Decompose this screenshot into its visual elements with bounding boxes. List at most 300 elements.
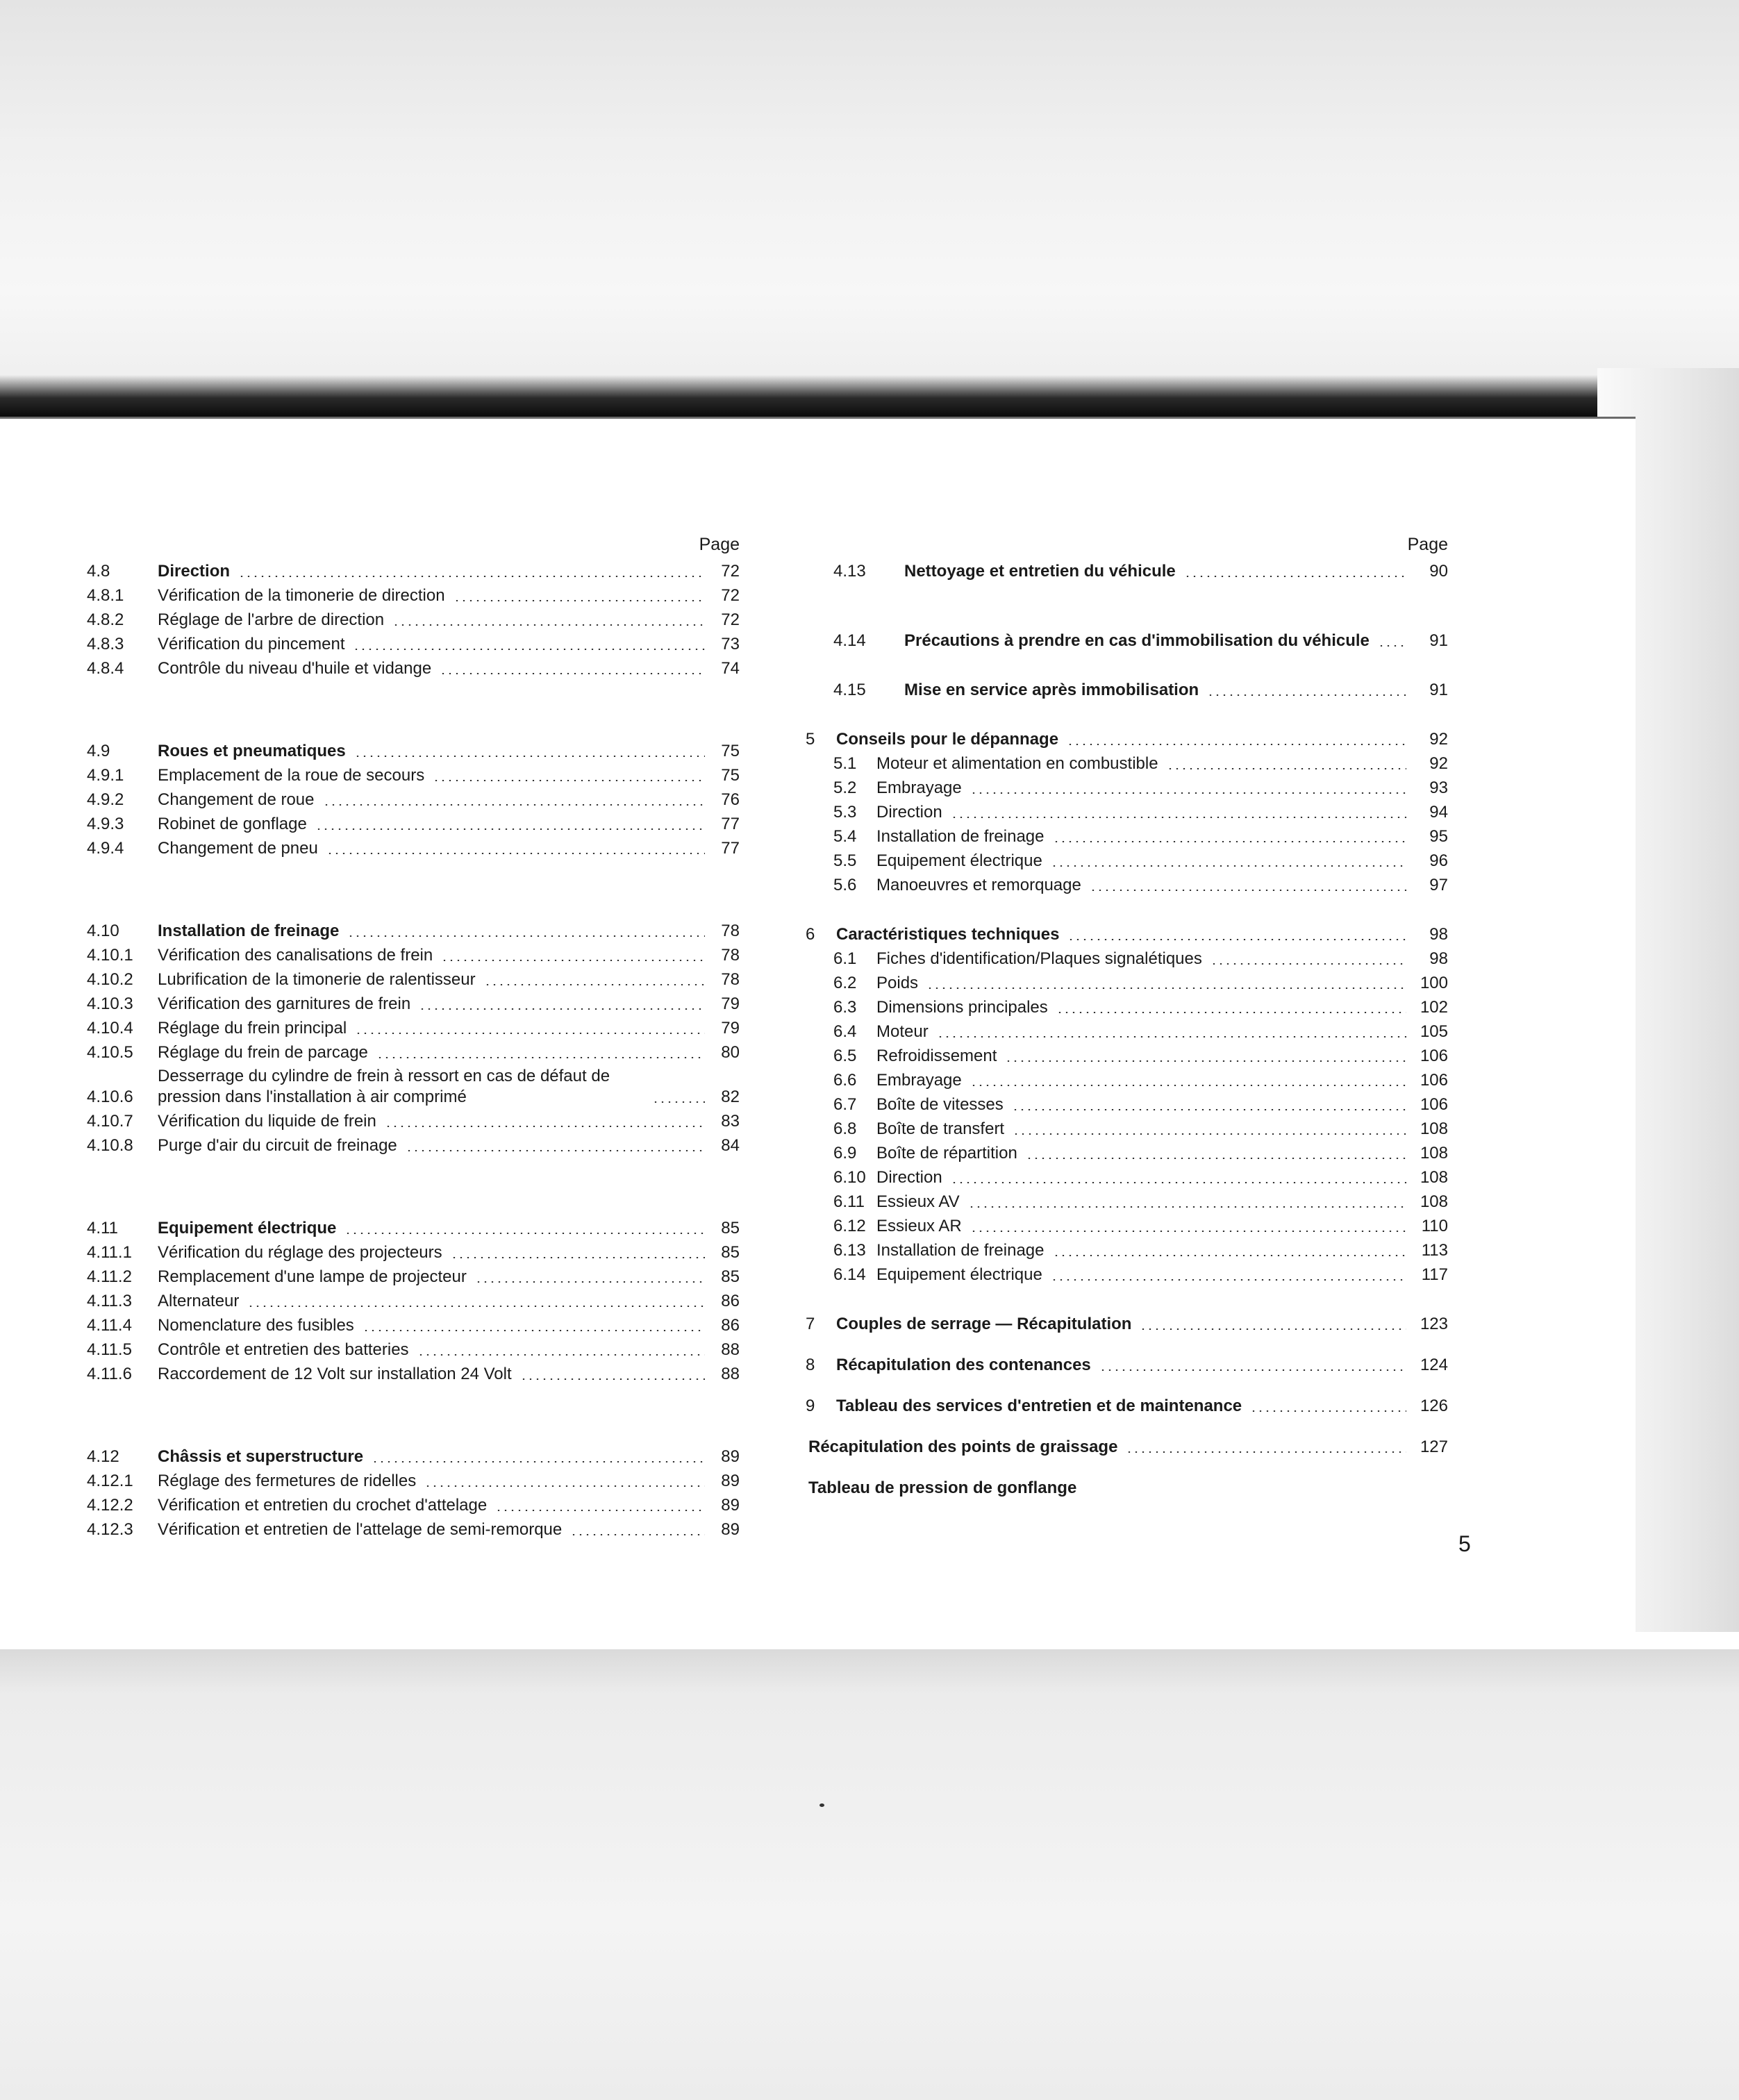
toc-entry-page: 105 — [1420, 1022, 1448, 1041]
dot-leader — [1053, 1255, 1407, 1256]
toc-entry-number: 4.15 — [833, 681, 866, 699]
toc-entry — [87, 966, 740, 990]
toc-entry-page: 84 — [721, 1136, 740, 1155]
toc-entry-title: Installation de freinage — [876, 827, 1045, 846]
dot-leader — [970, 792, 1406, 794]
toc-entry-title: Moteur — [876, 1022, 929, 1041]
section-gap — [806, 1285, 1448, 1310]
dot-leader — [1210, 963, 1406, 965]
dot-leader — [372, 1461, 705, 1462]
toc-entry-number: 4.13 — [833, 562, 866, 581]
scan-speck — [819, 1803, 824, 1807]
toc-entry-number: 4.8 — [87, 562, 110, 581]
dot-leader — [385, 1126, 705, 1127]
toc-entry-number: 4.11.6 — [87, 1365, 132, 1383]
dot-leader — [326, 853, 705, 854]
toc-entry-page: 93 — [1429, 778, 1448, 797]
toc-entry-number: 4.8.2 — [87, 610, 124, 629]
toc-entry — [87, 1108, 740, 1132]
toc-entry-number: 9 — [806, 1397, 815, 1415]
page-column-header: Page — [1407, 535, 1448, 554]
dot-leader — [406, 1150, 705, 1151]
toc-entry-number: 4.12 — [87, 1447, 119, 1466]
toc-entry — [806, 1474, 1448, 1499]
toc-entry — [87, 1312, 740, 1336]
dot-leader — [520, 1378, 705, 1380]
toc-entry-number: 6.12 — [833, 1217, 866, 1235]
dot-leader — [1051, 865, 1406, 867]
toc-entry — [806, 823, 1448, 847]
dot-leader — [937, 1036, 1406, 1038]
toc-entry-title: Direction — [876, 1168, 942, 1187]
dot-leader — [424, 1485, 705, 1487]
dot-leader — [1013, 1133, 1406, 1135]
toc-entry — [806, 607, 1448, 651]
dot-leader — [1167, 768, 1406, 769]
toc-entry-number: 6.4 — [833, 1022, 857, 1041]
toc-entry — [806, 1042, 1448, 1067]
toc-entry-title: Emplacement de la roue de secours — [158, 766, 425, 785]
toc-entry-title: Dimensions principales — [876, 998, 1048, 1017]
toc-entry-title: Réglage des fermetures de ridelles — [158, 1472, 417, 1490]
toc-entry — [806, 945, 1448, 969]
dot-leader — [441, 960, 705, 961]
toc-entry-page: 96 — [1429, 851, 1448, 870]
toc-entry-number: 4.11 — [87, 1219, 118, 1238]
toc-entry — [806, 1392, 1448, 1417]
toc-entry-page: 75 — [721, 742, 740, 760]
toc-entry-title: Changement de roue — [158, 790, 315, 809]
toc-entry — [806, 774, 1448, 799]
dot-leader — [1067, 939, 1406, 940]
toc-entry — [806, 676, 1448, 701]
toc-entry-page: 72 — [721, 610, 740, 629]
dot-leader — [344, 1233, 705, 1234]
toc-entry — [87, 558, 740, 582]
toc-entry — [806, 1310, 1448, 1335]
scan-background-bottom — [0, 1649, 1739, 2100]
toc-entry-number: 5.4 — [833, 827, 857, 846]
toc-entry-page: 124 — [1420, 1356, 1448, 1374]
toc-entry-page: 78 — [721, 970, 740, 989]
toc-entry — [87, 1015, 740, 1039]
toc-entry — [87, 786, 740, 810]
toc-entry-page: 117 — [1421, 1265, 1448, 1284]
toc-entry-page: 106 — [1420, 1095, 1448, 1114]
toc-entry — [87, 942, 740, 966]
toc-entry-number: 4.12.1 — [87, 1472, 133, 1490]
toc-left-list — [87, 558, 740, 1540]
toc-entry-number: 4.11.4 — [87, 1316, 132, 1335]
section-gap — [87, 1385, 740, 1443]
toc-entry-title: Essieux AV — [876, 1192, 960, 1211]
toc-entry-page: 86 — [721, 1292, 740, 1310]
toc-entry-number: 4.9.1 — [87, 766, 124, 785]
toc-entry-number: 5.3 — [833, 803, 857, 822]
toc-entry-title: Contrôle du niveau d'huile et vidange — [158, 659, 432, 678]
toc-entry — [806, 558, 1448, 582]
toc-entry — [87, 631, 740, 655]
toc-entry-number: 4.11.1 — [87, 1243, 132, 1262]
toc-entry-number: 4.10.1 — [87, 946, 133, 965]
toc-entry-title: Récapitulation des points de graissage — [808, 1438, 1118, 1456]
toc-entry-title: Lubrification de la timonerie de ralentisseur — [158, 970, 476, 989]
toc-entry-number: 5.6 — [833, 876, 857, 894]
toc-entry-number: 6.7 — [833, 1095, 857, 1114]
toc-entry-title: Raccordement de 12 Volt sur installation 24 Volt — [158, 1365, 512, 1383]
toc-entry-number: 6 — [806, 925, 815, 944]
section-gap — [87, 859, 740, 917]
toc-entry — [806, 1115, 1448, 1140]
toc-entry-number: 5.1 — [833, 754, 857, 773]
section-gap — [806, 651, 1448, 676]
toc-entry-title: Essieux AR — [876, 1217, 962, 1235]
toc-entry-title: Nomenclature des fusibles — [158, 1316, 354, 1335]
toc-entry-title: Robinet de gonflage — [158, 815, 307, 833]
toc-entry — [87, 835, 740, 859]
toc-entry-title: Embrayage — [876, 778, 962, 797]
toc-entry-number: 5.5 — [833, 851, 857, 870]
toc-entry-page: 73 — [721, 635, 740, 653]
toc-entry-title: Réglage du frein principal — [158, 1019, 347, 1038]
dot-leader — [951, 817, 1406, 818]
toc-entry-page: 106 — [1420, 1047, 1448, 1065]
toc-entry-page: 80 — [721, 1043, 740, 1062]
toc-entry-page: 127 — [1420, 1438, 1448, 1456]
toc-entry — [87, 1263, 740, 1288]
toc-entry — [87, 1132, 740, 1156]
toc-entry — [806, 1351, 1448, 1376]
toc-entry-title: Châssis et superstructure — [158, 1447, 364, 1466]
toc-entry — [87, 606, 740, 631]
toc-entry-number: 6.1 — [833, 949, 857, 968]
dot-leader — [238, 576, 705, 577]
toc-entry-title: Changement de pneu — [158, 839, 318, 858]
toc-entry-title: Couples de serrage — Récapitulation — [836, 1315, 1132, 1333]
toc-entry-page: 85 — [721, 1267, 740, 1286]
toc-entry — [87, 917, 740, 942]
toc-entry — [806, 799, 1448, 823]
toc-entry-page: 89 — [721, 1520, 740, 1539]
toc-entry-number: 6.5 — [833, 1047, 857, 1065]
section-gap — [87, 1156, 740, 1215]
toc-entry-number: 7 — [806, 1315, 815, 1333]
toc-entry-title: Installation de freinage — [158, 922, 340, 940]
section-gap — [806, 1335, 1448, 1351]
section-gap — [806, 701, 1448, 726]
dot-leader — [968, 1206, 1406, 1208]
toc-entry — [87, 1063, 740, 1108]
toc-entry-title: Vérification du réglage des projecteurs — [158, 1243, 442, 1262]
toc-entry-title: Refroidissement — [876, 1047, 997, 1065]
toc-entry-number: 5.2 — [833, 778, 857, 797]
toc-entry-page: 90 — [1429, 562, 1448, 581]
toc-entry-title: Equipement électrique — [876, 851, 1042, 870]
toc-entry — [87, 1492, 740, 1516]
toc-entry-title: Boîte de répartition — [876, 1144, 1017, 1162]
toc-entry-page: 94 — [1429, 803, 1448, 822]
toc-entry-number: 4.10.4 — [87, 1019, 133, 1038]
toc-entry — [87, 1516, 740, 1540]
toc-entry-number: 4.12.3 — [87, 1520, 133, 1539]
toc-entry-page: 85 — [721, 1243, 740, 1262]
toc-entry-title: Vérification du liquide de frein — [158, 1112, 376, 1131]
toc-entry-title: Caractéristiques techniques — [836, 925, 1060, 944]
toc-entry-number: 6.6 — [833, 1071, 857, 1090]
toc-entry-title: Direction — [876, 803, 942, 822]
dot-leader — [392, 624, 705, 626]
toc-entry-page: 108 — [1420, 1144, 1448, 1162]
dot-leader — [652, 1101, 705, 1103]
toc-entry — [806, 1164, 1448, 1188]
toc-entry-page: 89 — [721, 1447, 740, 1466]
dot-leader — [440, 673, 705, 674]
dot-leader — [1250, 1410, 1406, 1412]
toc-entry-title: Mise en service après immobilisation — [904, 681, 1199, 699]
dot-leader — [433, 780, 705, 781]
toc-entry-page: 88 — [721, 1340, 740, 1359]
toc-entry — [806, 1433, 1448, 1458]
toc-entry — [806, 1140, 1448, 1164]
toc-entry-title: Nettoyage et entretien du véhicule — [904, 562, 1176, 581]
dot-leader — [1099, 1369, 1406, 1371]
dot-leader — [1067, 744, 1406, 745]
page-column-header: Page — [699, 535, 740, 554]
toc-entry-title: Tableau de pression de gonflange — [808, 1478, 1077, 1497]
toc-entry-page: 77 — [721, 839, 740, 858]
dot-leader — [347, 935, 705, 937]
dot-leader — [417, 1354, 705, 1356]
page-number: 5 — [1458, 1531, 1471, 1556]
toc-entry-number: 4.10.7 — [87, 1112, 133, 1131]
toc-entry-number: 4.10.3 — [87, 994, 133, 1013]
dot-leader — [1026, 1158, 1406, 1159]
toc-entry-number: 5 — [806, 730, 815, 749]
toc-entry-number: 6.2 — [833, 974, 857, 992]
toc-entry-title: Moteur et alimentation en combustible — [876, 754, 1158, 773]
dot-leader — [353, 649, 705, 650]
section-gap — [806, 1417, 1448, 1433]
toc-entry-title: Réglage de l'arbre de direction — [158, 610, 385, 629]
toc-entry-number: 6.3 — [833, 998, 857, 1017]
toc-entry-page: 79 — [721, 994, 740, 1013]
toc-entry-page: 102 — [1420, 998, 1448, 1017]
toc-entry-page: 92 — [1429, 730, 1448, 749]
dot-leader — [1378, 645, 1406, 647]
toc-entry-page: 98 — [1429, 949, 1448, 968]
toc-entry-title: Boîte de vitesses — [876, 1095, 1004, 1114]
dot-leader — [1051, 1279, 1406, 1281]
toc-entry-number: 4.10 — [87, 922, 119, 940]
dot-leader — [454, 600, 705, 601]
toc-entry-title: Equipement électrique — [158, 1219, 337, 1238]
toc-entry-number: 6.14 — [833, 1265, 866, 1284]
toc-entry-page: 91 — [1429, 681, 1448, 699]
toc-entry-number: 4.8.3 — [87, 635, 124, 653]
dot-leader — [484, 984, 705, 985]
toc-entry-page: 82 — [721, 1088, 740, 1106]
toc-entry — [87, 990, 740, 1015]
toc-entry-number: 4.9 — [87, 742, 110, 760]
toc-entry-number: 4.10.5 — [87, 1043, 133, 1062]
toc-right-list — [806, 558, 1448, 1499]
toc-entry-number: 4.12.2 — [87, 1496, 133, 1515]
scan-background-top — [0, 0, 1739, 417]
toc-entry-title: Boîte de transfert — [876, 1119, 1005, 1138]
toc-entry-number: 4.11.5 — [87, 1340, 132, 1359]
dot-leader — [1207, 694, 1406, 696]
toc-entry — [87, 1360, 740, 1385]
toc-entry-number: 6.11 — [833, 1192, 865, 1211]
dot-leader — [1012, 1109, 1406, 1110]
toc-entry-page: 97 — [1429, 876, 1448, 894]
dot-leader — [1005, 1060, 1406, 1062]
toc-right-column — [806, 531, 1448, 1499]
toc-entry — [806, 872, 1448, 896]
toc-entry — [87, 1288, 740, 1312]
toc-entry-title: Desserrage du cylindre de frein à ressort en cas de défaut de pression dans l'installation à air comprimé — [158, 1067, 610, 1106]
toc-entry — [87, 655, 740, 679]
dot-leader — [926, 988, 1406, 989]
toc-entry-number: 8 — [806, 1356, 815, 1374]
toc-entry-number: 4.10.6 — [87, 1088, 133, 1106]
dot-leader — [970, 1231, 1406, 1232]
toc-entry-title: Récapitulation des contenances — [836, 1356, 1091, 1374]
toc-entry-title: Vérification du pincement — [158, 635, 345, 653]
toc-entry-title: Vérification des garnitures de frein — [158, 994, 411, 1013]
toc-entry — [806, 921, 1448, 945]
toc-entry — [806, 994, 1448, 1018]
toc-entry — [87, 1039, 740, 1063]
toc-entry-page: 75 — [721, 766, 740, 785]
toc-entry — [87, 762, 740, 786]
toc-entry-page: 83 — [721, 1112, 740, 1131]
toc-entry-page: 76 — [721, 790, 740, 809]
toc-entry-number: 4.11.2 — [87, 1267, 132, 1286]
toc-entry-number: 4.14 — [833, 631, 866, 650]
toc-entry-title: Vérification et entretien de l'attelage de semi-remorque — [158, 1520, 563, 1539]
toc-entry-title: Roues et pneumatiques — [158, 742, 346, 760]
dot-leader — [475, 1281, 705, 1283]
toc-entry-title: Réglage du frein de parcage — [158, 1043, 368, 1062]
toc-entry — [806, 1091, 1448, 1115]
toc-entry-title: Alternateur — [158, 1292, 240, 1310]
toc-entry-page: 100 — [1420, 974, 1448, 992]
toc-entry-title: Contrôle et entretien des batteries — [158, 1340, 409, 1359]
toc-left-column — [87, 531, 740, 1540]
toc-entry-page: 110 — [1421, 1217, 1448, 1235]
dot-leader — [355, 1033, 705, 1034]
dot-leader — [970, 1085, 1406, 1086]
toc-entry-page: 78 — [721, 922, 740, 940]
toc-entry — [87, 738, 740, 762]
toc-entry-page: 88 — [721, 1365, 740, 1383]
toc-entry-title: Conseils pour le dépannage — [836, 730, 1059, 749]
toc-entry-number: 4.9.2 — [87, 790, 124, 809]
toc-entry-number: 4.10.8 — [87, 1136, 133, 1155]
toc-entry-page: 91 — [1429, 631, 1448, 650]
toc-entry — [87, 1215, 740, 1239]
toc-entry — [87, 1467, 740, 1492]
toc-entry-number: 6.13 — [833, 1241, 866, 1260]
dot-leader — [951, 1182, 1406, 1183]
toc-entry-page: 106 — [1420, 1071, 1448, 1090]
toc-entry-page: 72 — [721, 586, 740, 605]
toc-entry-page: 108 — [1420, 1119, 1448, 1138]
dot-leader — [354, 756, 705, 757]
section-gap — [87, 679, 740, 738]
toc-entry-number: 4.8.4 — [87, 659, 124, 678]
toc-entry-number: 4.10.2 — [87, 970, 133, 989]
toc-entry — [806, 726, 1448, 750]
dot-leader — [570, 1534, 705, 1535]
dot-leader — [419, 1008, 705, 1010]
section-gap — [806, 1458, 1448, 1474]
toc-entry — [806, 1067, 1448, 1091]
dot-leader — [1184, 576, 1406, 577]
dot-leader — [323, 804, 706, 806]
dot-leader — [1056, 1012, 1406, 1013]
toc-entry-number: 4.11.3 — [87, 1292, 132, 1310]
toc-entry-title: Tableau des services d'entretien et de maintenance — [836, 1397, 1242, 1415]
toc-entry-title: Précautions à prendre en cas d'immobilisation du véhicule — [904, 631, 1370, 650]
toc-entry-title: Fiches d'identification/Plaques signalétiques — [876, 949, 1202, 968]
toc-entry — [87, 810, 740, 835]
toc-entry-title: Manoeuvres et remorquage — [876, 876, 1081, 894]
toc-entry-title: Purge d'air du circuit de freinage — [158, 1136, 397, 1155]
toc-entry-title: Embrayage — [876, 1071, 962, 1090]
toc-entry — [87, 582, 740, 606]
dot-leader — [247, 1306, 705, 1307]
toc-entry-page: 89 — [721, 1496, 740, 1515]
toc-entry-page: 79 — [721, 1019, 740, 1038]
dot-leader — [495, 1510, 705, 1511]
toc-entry-page: 92 — [1429, 754, 1448, 773]
toc-entry-page: 108 — [1420, 1168, 1448, 1187]
toc-entry — [806, 1261, 1448, 1285]
toc-entry-page: 108 — [1420, 1192, 1448, 1211]
toc-entry-title: Poids — [876, 974, 919, 992]
toc-entry-page: 95 — [1429, 827, 1448, 846]
toc-entry-title: Equipement électrique — [876, 1265, 1042, 1284]
dot-leader — [376, 1057, 705, 1058]
toc-entry — [806, 1188, 1448, 1212]
toc-entry-title: Vérification et entretien du crochet d'attelage — [158, 1496, 488, 1515]
toc-entry-title: Vérification de la timonerie de direction — [158, 586, 445, 605]
dot-leader — [315, 828, 705, 830]
section-gap — [806, 1376, 1448, 1392]
toc-entry — [806, 750, 1448, 774]
dot-leader — [363, 1330, 705, 1331]
toc-entry-page: 98 — [1429, 925, 1448, 944]
toc-entry-number: 4.9.3 — [87, 815, 124, 833]
toc-entry-page: 72 — [721, 562, 740, 581]
toc-entry-title: Direction — [158, 562, 231, 581]
toc-entry-page: 123 — [1420, 1315, 1448, 1333]
toc-entry-title: Remplacement d'une lampe de projecteur — [158, 1267, 467, 1286]
toc-entry-number: 4.9.4 — [87, 839, 124, 858]
toc-entry-number: 6.10 — [833, 1168, 866, 1187]
toc-entry-page: 89 — [721, 1472, 740, 1490]
dot-leader — [1090, 890, 1406, 891]
toc-entry — [806, 1018, 1448, 1042]
toc-entry — [87, 1336, 740, 1360]
toc-entry-number: 6.8 — [833, 1119, 857, 1138]
toc-entry-number: 6.9 — [833, 1144, 857, 1162]
toc-entry-number: 4.8.1 — [87, 586, 124, 605]
toc-entry — [806, 847, 1448, 872]
toc-entry-page: 78 — [721, 946, 740, 965]
